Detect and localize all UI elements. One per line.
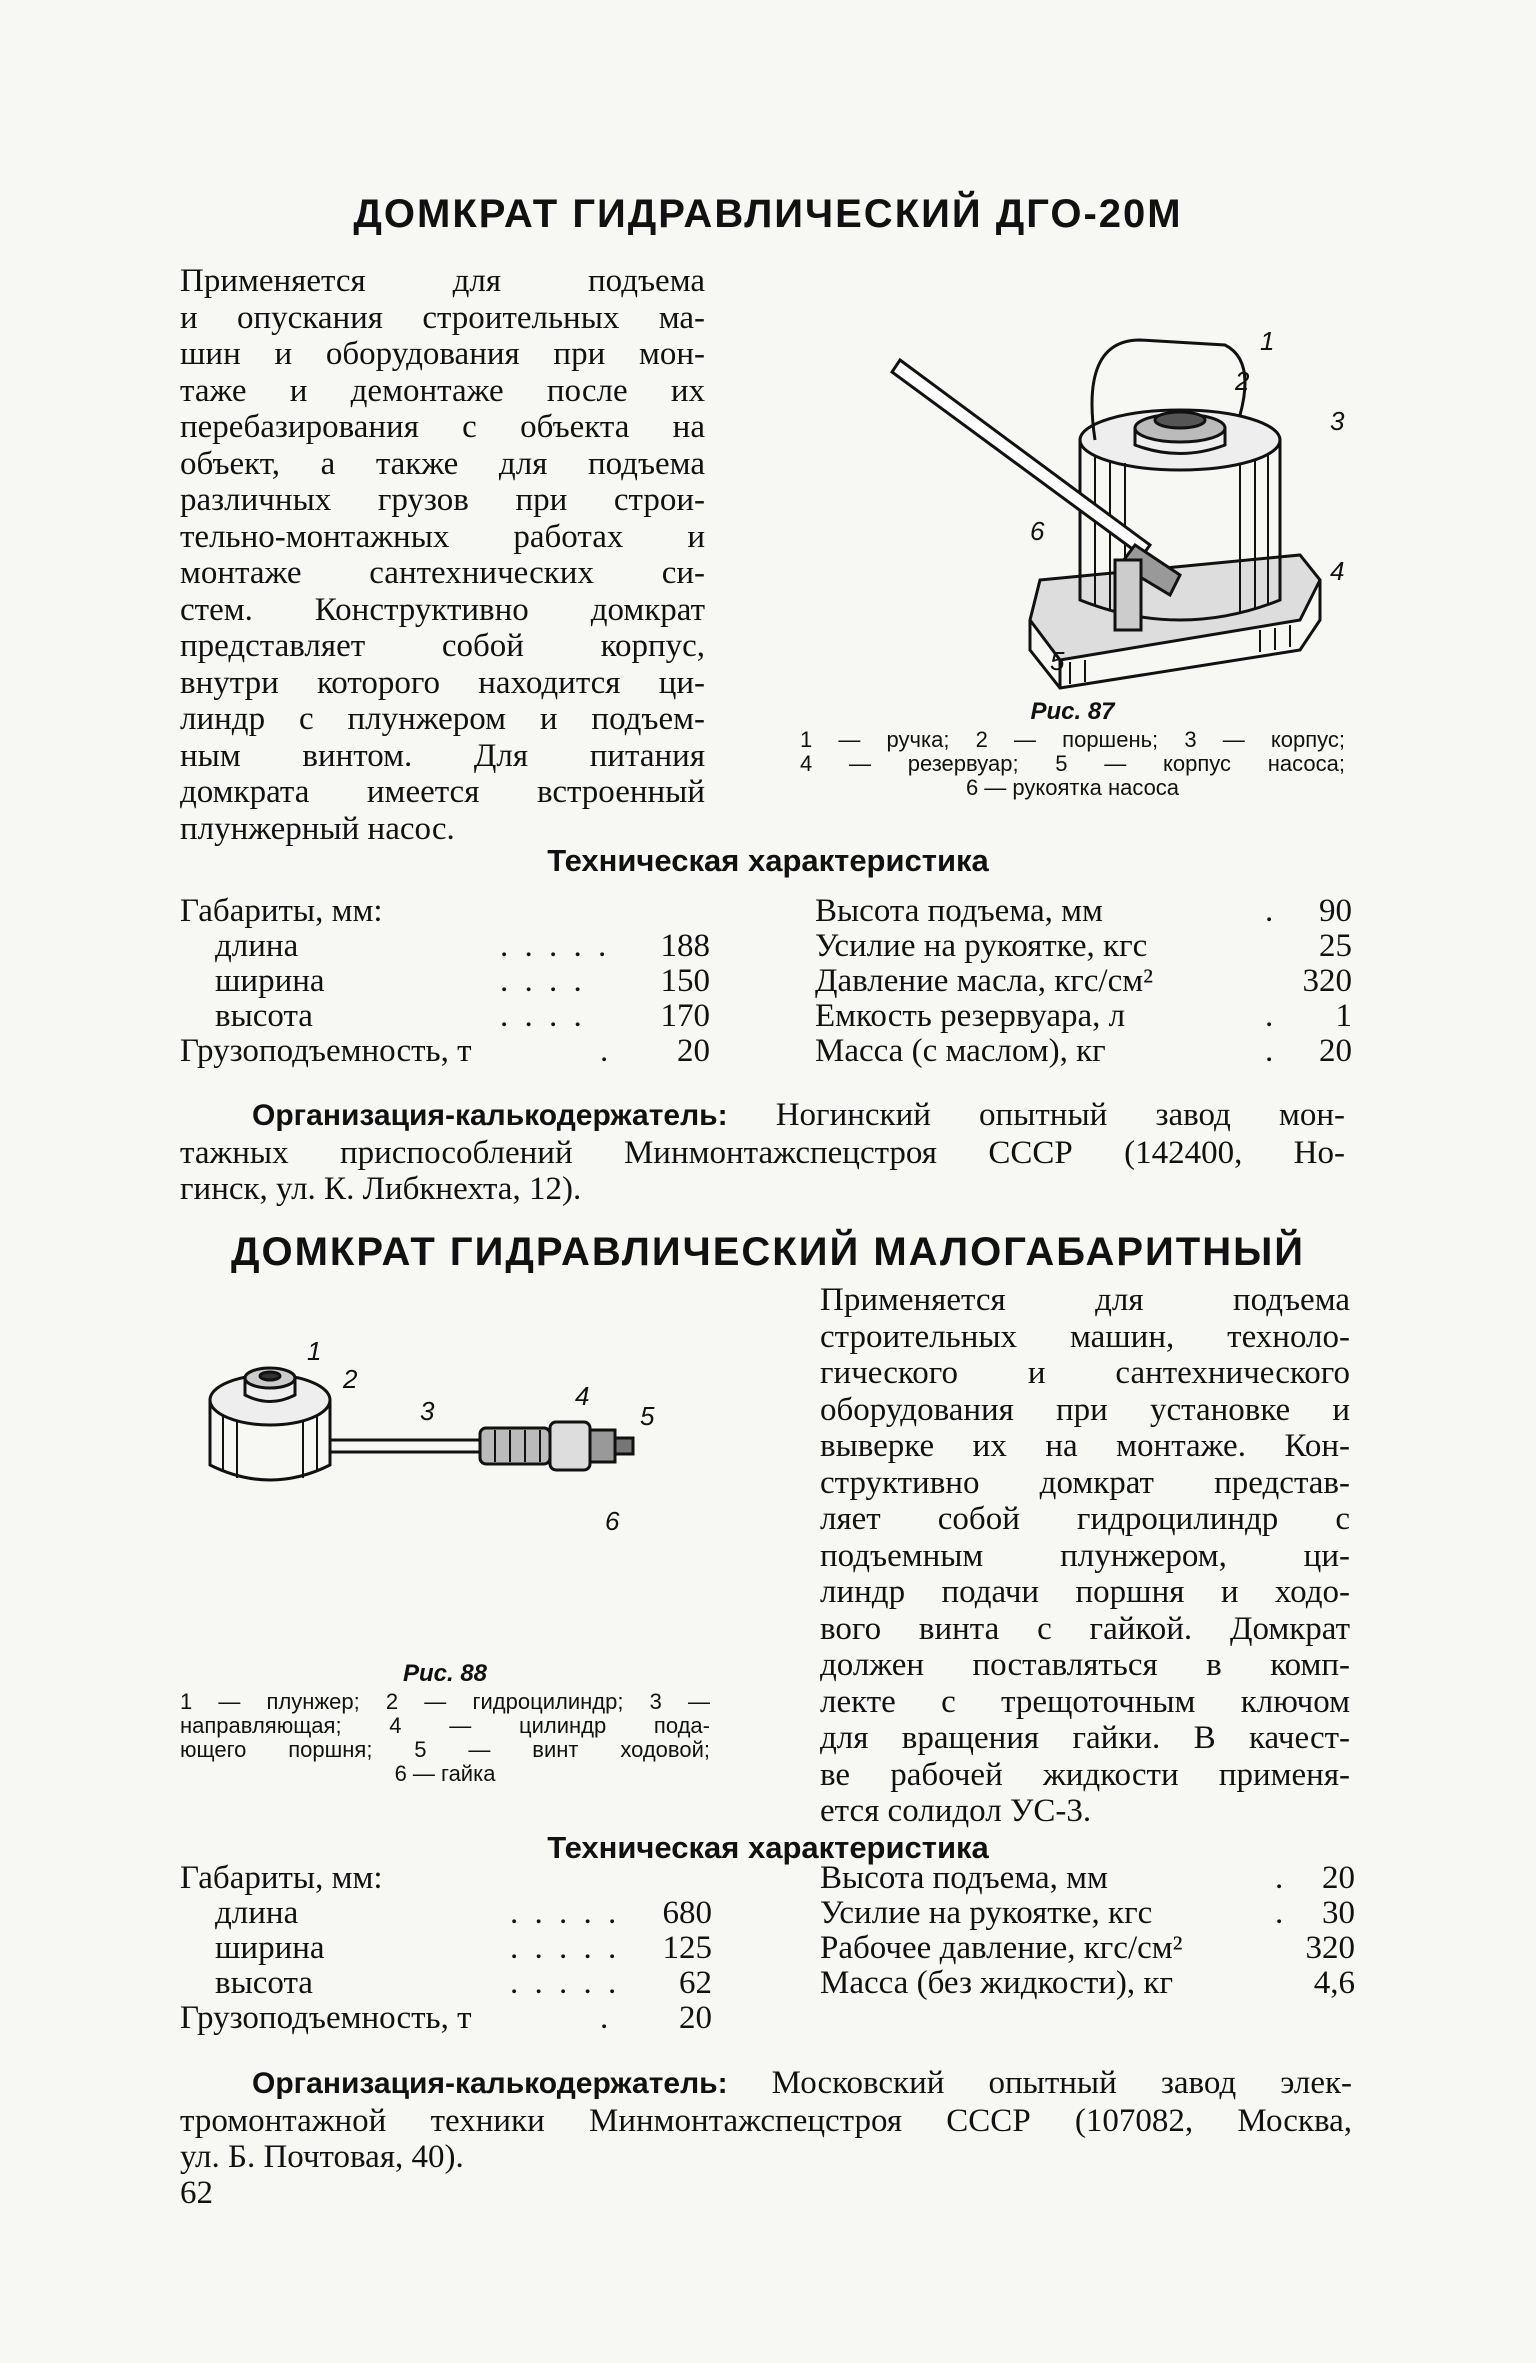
description-line: Применяется для подъема <box>180 263 705 299</box>
description-line: ется солидол УС-3. <box>820 1793 1092 1829</box>
description-line: гического и сантехнического <box>820 1355 1350 1391</box>
organization-line: тажных приспособлений Минмонтажспецстроя СССР (142400, Но- <box>180 1134 1345 1171</box>
section1-organization <box>180 1097 1345 1208</box>
spec-value: 188 <box>660 928 710 964</box>
spec-label: длина <box>215 1895 299 1931</box>
figure87-callout-1: 1 <box>1260 326 1275 356</box>
description-line: структивно домкрат представ- <box>820 1464 1350 1501</box>
spec-row-right <box>820 1895 1355 1931</box>
figure88-caption <box>180 1662 710 1786</box>
organization-label: Организация-калькодержатель: <box>252 1099 728 1132</box>
spec-value: 90 <box>1319 893 1352 929</box>
spec-leader-dots: . <box>1265 893 1278 929</box>
spec-leader-dots: . . . . <box>500 963 586 999</box>
spec-row-left <box>215 1965 712 2001</box>
spec-row-right <box>820 1860 1355 1896</box>
description-line: шин и оборудования при мон- <box>180 336 705 372</box>
description-line: стем. Конструктивно домкрат <box>180 591 705 628</box>
spec-value: 320 <box>1305 1930 1355 1966</box>
description-line: Применяется для подъема <box>820 1282 1350 1318</box>
spec-label: высота <box>215 1965 313 2001</box>
description-line: оборудования при установке и <box>820 1391 1350 1428</box>
spec-label: ширина <box>215 1930 325 1966</box>
spec-label: Усилие на рукоятке, кгс <box>820 1895 1153 1931</box>
organization-line: Организация-калькодержатель: Ногинский опытный завод мон- <box>252 1097 1345 1133</box>
organization-label: Организация-калькодержатель: <box>252 2067 728 2100</box>
section1-title: ДОМКРАТ ГИДРАВЛИЧЕСКИЙ ДГО-20М <box>353 192 1183 236</box>
caption-line: 1 — ручка; 2 — поршень; 3 — корпус; <box>800 727 1345 752</box>
spec-leader-dots: . . . . . <box>510 1965 621 2001</box>
description-line: для вращения гайки. В качест- <box>820 1720 1350 1756</box>
compact-jack-figure <box>195 1330 685 1540</box>
spec-group-header: Габариты, мм: <box>180 893 383 929</box>
figure87-callout-5: 5 <box>1050 646 1065 676</box>
jack-dgo20m-figure <box>880 320 1350 690</box>
figure87-callout-4: 4 <box>1330 556 1345 586</box>
spec-label: Усилие на рукоятке, кгс <box>815 928 1148 964</box>
spec-leader-dots: . . . . <box>500 998 586 1034</box>
description-line: тельно-монтажных работах и <box>180 518 705 555</box>
spec-row-right <box>815 963 1352 999</box>
spec-leader-dots: . <box>600 1033 613 1069</box>
description-line: внутри которого находится ци- <box>180 664 705 701</box>
description-line: монтаже сантехнических си- <box>180 555 705 591</box>
spec-label: Грузоподъемность, т <box>180 1033 472 1069</box>
description-line: таже и демонтаже после их <box>180 372 705 409</box>
section1-description <box>180 263 705 847</box>
section2-description <box>820 1282 1350 1830</box>
spec-label: высота <box>215 998 313 1034</box>
spec-value: 20 <box>679 2000 712 2036</box>
spec-label: ширина <box>215 963 325 999</box>
page-number: 62 <box>180 2175 213 2211</box>
spec-value: 680 <box>662 1895 712 1931</box>
caption-line: направляющая; 4 — цилиндр пода- <box>180 1713 710 1738</box>
description-line: представляет собой корпус, <box>180 628 705 664</box>
spec-label: Высота подъема, мм <box>815 893 1103 929</box>
spec-row-left <box>215 1930 712 1966</box>
spec-label: Рабочее давление, кгс/см² <box>820 1930 1183 1966</box>
section2-specs-title: Техническая характеристика <box>547 1830 989 1865</box>
caption-line: 4 — резервуар; 5 — корпус насоса; <box>800 751 1345 776</box>
spec-label: Грузоподъемность, т <box>180 2000 472 2036</box>
organization-line: Организация-калькодержатель: Московский опытный завод элек- <box>252 2065 1352 2101</box>
figure87-callout-3: 3 <box>1330 406 1345 436</box>
figure87-number: Рис. 87 <box>1030 698 1115 725</box>
section1-specs-title: Техническая характеристика <box>547 843 989 878</box>
figure88-callout-1: 1 <box>307 1336 322 1366</box>
spec-row-right <box>815 998 1352 1034</box>
spec-row-right <box>820 1930 1355 1966</box>
spec-value: 320 <box>1302 963 1352 999</box>
description-line: домкрата имеется встроенный <box>180 774 705 810</box>
description-line: вого винта с гайкой. Домкрат <box>820 1610 1350 1647</box>
description-line: должен поставляться в комп- <box>820 1647 1350 1683</box>
organization-line: тромонтажной техники Минмонтажспецстроя СССР (107082, Москва, <box>180 2102 1352 2139</box>
figure88-callout-6: 6 <box>605 1506 620 1536</box>
spec-row-left <box>215 963 710 999</box>
spec-leader-dots: . <box>600 2000 613 2036</box>
description-line: объект, а также для подъема <box>180 445 705 482</box>
spec-row-left <box>215 928 710 964</box>
caption-line: 1 — плунжер; 2 — гидроцилиндр; 3 — <box>180 1689 710 1714</box>
spec-leader-dots: . <box>1275 1895 1288 1931</box>
description-line: подъемным плунжером, ци- <box>820 1537 1350 1574</box>
description-line: строительных машин, техноло- <box>820 1318 1350 1355</box>
spec-value: 1 <box>1335 998 1352 1034</box>
description-line: ным винтом. Для питания <box>180 737 705 774</box>
description-line: ляет собой гидроцилиндр с <box>820 1501 1350 1537</box>
spec-leader-dots: . . . . . <box>510 1895 621 1931</box>
description-line: линдр с плунжером и подъем- <box>180 701 705 737</box>
figure87-callout-2: 2 <box>1235 366 1250 396</box>
spec-row-right <box>820 1965 1355 2001</box>
spec-value: 30 <box>1322 1895 1355 1931</box>
spec-leader-dots: . <box>1265 998 1278 1034</box>
spec-row-left <box>180 1033 710 1069</box>
figure87-caption <box>800 700 1345 800</box>
figure87-callout-6: 6 <box>1030 516 1045 546</box>
organization-line: гинск, ул. К. Либкнехта, 12). <box>180 1171 582 1207</box>
spec-row-right <box>815 1033 1352 1069</box>
spec-row-left <box>215 998 710 1034</box>
figure88-number: Рис. 88 <box>402 1660 488 1687</box>
section2-title: ДОМКРАТ ГИДРАВЛИЧЕСКИЙ МАЛОГАБАРИТНЫЙ <box>230 1230 1306 1274</box>
spec-value: 25 <box>1319 928 1352 964</box>
figure88-callout-5: 5 <box>640 1401 655 1431</box>
spec-value: 125 <box>662 1930 712 1966</box>
spec-label: длина <box>215 928 299 964</box>
spec-label: Масса (с маслом), кг <box>815 1033 1106 1069</box>
section2-organization <box>180 2065 1352 2176</box>
description-line: ве рабочей жидкости применя- <box>820 1756 1350 1793</box>
figure88-callout-2: 2 <box>343 1364 358 1394</box>
caption-line: 6 — гайка <box>394 1761 496 1786</box>
description-line: выверке их на монтаже. Кон- <box>820 1428 1350 1464</box>
caption-line: 6 — рукоятка насоса <box>965 775 1180 800</box>
spec-leader-dots: . . . . . <box>510 1930 621 1966</box>
organization-line: ул. Б. Почтовая, 40). <box>180 2139 464 2175</box>
description-line: перебазирования с объекта на <box>180 409 705 445</box>
spec-label: Масса (без жидкости), кг <box>820 1965 1173 2001</box>
figure88-callout-4: 4 <box>575 1381 590 1411</box>
spec-value: 170 <box>660 998 710 1034</box>
description-line: и опускания строительных ма- <box>180 299 705 336</box>
spec-label: Давление масла, кгс/см² <box>815 963 1154 999</box>
spec-label: Высота подъема, мм <box>820 1860 1108 1896</box>
figure88-callout-3: 3 <box>420 1396 435 1426</box>
spec-value: 4,6 <box>1313 1965 1355 2001</box>
spec-row-left <box>180 2000 712 2036</box>
spec-group-header: Габариты, мм: <box>180 1860 383 1896</box>
spec-leader-dots: . <box>1275 1860 1288 1896</box>
spec-row-left <box>215 1895 712 1931</box>
spec-row-right <box>815 928 1352 964</box>
description-line: лекте с трещоточным ключом <box>820 1683 1350 1720</box>
description-line: плунжерный насос. <box>180 810 455 847</box>
spec-value: 62 <box>679 1965 712 2001</box>
spec-value: 20 <box>1319 1033 1352 1069</box>
spec-leader-dots: . <box>1265 1033 1278 1069</box>
spec-label: Емкость резервуара, л <box>815 998 1126 1034</box>
spec-row-right <box>815 893 1352 929</box>
description-line: различных грузов при строи- <box>180 482 705 518</box>
spec-value: 20 <box>1322 1860 1355 1896</box>
description-line: линдр подачи поршня и ходо- <box>820 1574 1350 1610</box>
spec-value: 150 <box>660 963 710 999</box>
caption-line: ющего поршня; 5 — винт ходовой; <box>180 1737 710 1762</box>
spec-value: 20 <box>677 1033 710 1069</box>
spec-leader-dots: . . . . . <box>500 928 611 964</box>
